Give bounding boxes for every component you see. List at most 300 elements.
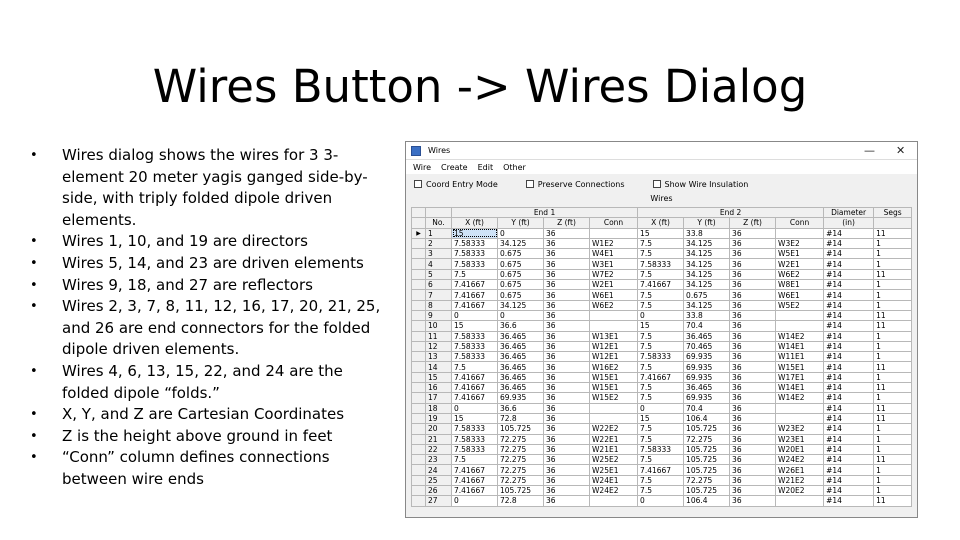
grid-cell[interactable]: 0 [498, 310, 544, 320]
row-number-cell[interactable]: 7 [426, 290, 452, 300]
grid-cell[interactable]: 36 [730, 249, 776, 259]
grid-cell[interactable]: 36 [730, 393, 776, 403]
grid-cell[interactable]: 1 [874, 290, 912, 300]
row-selector[interactable] [412, 331, 426, 341]
row-number-cell[interactable]: 27 [426, 496, 452, 506]
grid-cell[interactable]: 1 [874, 259, 912, 269]
grid-cell[interactable]: 1 [874, 352, 912, 362]
row-selector[interactable] [412, 300, 426, 310]
table-row[interactable] [412, 362, 912, 372]
grid-cell[interactable]: 36 [544, 331, 590, 341]
grid-cell[interactable]: 7.41667 [452, 475, 498, 485]
grid-cell[interactable]: 11 [874, 321, 912, 331]
grid-cell[interactable]: 36 [730, 290, 776, 300]
grid-cell[interactable]: 34.125 [684, 300, 730, 310]
table-row[interactable] [412, 475, 912, 485]
grid-cell[interactable] [776, 403, 824, 413]
grid-cell[interactable]: 7.41667 [452, 300, 498, 310]
grid-cell[interactable]: 7.58333 [452, 341, 498, 351]
grid-cell[interactable]: 7.5 [638, 455, 684, 465]
grid-cell[interactable]: 105.725 [684, 465, 730, 475]
grid-cell[interactable]: 34.125 [498, 300, 544, 310]
grid-cell[interactable] [776, 496, 824, 506]
grid-cell[interactable]: 7.58333 [452, 352, 498, 362]
table-row[interactable] [412, 455, 912, 465]
grid-cell[interactable]: 34.125 [684, 259, 730, 269]
grid-cell[interactable]: #14 [824, 383, 874, 393]
grid-cell[interactable]: W1E2 [590, 238, 638, 248]
row-selector[interactable] [412, 249, 426, 259]
grid-cell[interactable]: W11E1 [776, 352, 824, 362]
table-row[interactable] [412, 413, 912, 423]
grid-cell[interactable]: #14 [824, 496, 874, 506]
grid-cell[interactable]: 69.935 [684, 372, 730, 382]
grid-cell[interactable]: W15E1 [776, 362, 824, 372]
grid-cell[interactable]: 36 [544, 362, 590, 372]
row-number-cell[interactable]: 2 [426, 238, 452, 248]
grid-cell[interactable]: 7.5 [638, 331, 684, 341]
row-number-cell[interactable]: 13 [426, 352, 452, 362]
table-row[interactable] [412, 496, 912, 506]
grid-cell[interactable]: 15 [638, 321, 684, 331]
menu-create[interactable]: Create [441, 162, 468, 172]
grid-cell[interactable]: W3E2 [776, 238, 824, 248]
grid-cell[interactable]: 1 [874, 424, 912, 434]
grid-cell[interactable]: 36 [730, 372, 776, 382]
grid-cell[interactable]: W2E1 [590, 280, 638, 290]
grid-cell[interactable]: 7.41667 [638, 465, 684, 475]
grid-cell[interactable]: W25E1 [590, 465, 638, 475]
grid-cell[interactable]: 7.5 [638, 238, 684, 248]
grid-cell[interactable]: #14 [824, 290, 874, 300]
grid-cell[interactable]: W14E1 [776, 383, 824, 393]
grid-cell[interactable] [776, 413, 824, 423]
grid-cell[interactable]: 0 [452, 496, 498, 506]
grid-cell[interactable]: #14 [824, 269, 874, 279]
grid-cell[interactable]: 36.465 [498, 331, 544, 341]
grid-cell[interactable]: 36 [544, 341, 590, 351]
grid-cell[interactable]: 7.58333 [452, 259, 498, 269]
grid-cell[interactable]: 7.5 [638, 341, 684, 351]
grid-cell[interactable]: #14 [824, 300, 874, 310]
row-number-cell[interactable]: 24 [426, 465, 452, 475]
row-number-cell[interactable]: 25 [426, 475, 452, 485]
grid-cell[interactable]: #14 [824, 372, 874, 382]
grid-cell[interactable]: 36 [544, 372, 590, 382]
grid-cell[interactable]: W4E1 [590, 249, 638, 259]
row-number-cell[interactable]: 4 [426, 259, 452, 269]
grid-cell[interactable]: 0 [498, 228, 544, 238]
grid-cell[interactable]: 34.125 [684, 269, 730, 279]
grid-cell[interactable]: 7.58333 [452, 434, 498, 444]
grid-cell[interactable]: #14 [824, 362, 874, 372]
grid-cell[interactable]: 0.675 [684, 290, 730, 300]
grid-cell[interactable]: 69.935 [498, 393, 544, 403]
grid-cell[interactable]: 7.58333 [452, 331, 498, 341]
grid-cell[interactable]: W17E1 [776, 372, 824, 382]
row-number-cell[interactable]: 5 [426, 269, 452, 279]
grid-cell[interactable]: W6E2 [590, 300, 638, 310]
grid-cell[interactable]: 72.8 [498, 496, 544, 506]
grid-cell[interactable]: 36 [544, 383, 590, 393]
grid-cell[interactable]: 7.5 [638, 424, 684, 434]
grid-cell[interactable]: #14 [824, 444, 874, 454]
grid-cell[interactable]: #14 [824, 403, 874, 413]
grid-cell[interactable]: 34.125 [684, 238, 730, 248]
table-row[interactable] [412, 238, 912, 248]
grid-cell[interactable]: 36 [730, 413, 776, 423]
grid-cell[interactable]: 36 [730, 465, 776, 475]
row-selector[interactable] [412, 310, 426, 320]
grid-cell[interactable]: 36 [730, 424, 776, 434]
grid-cell[interactable]: 36 [544, 228, 590, 238]
grid-cell[interactable]: 36 [544, 393, 590, 403]
grid-cell[interactable]: 36 [544, 434, 590, 444]
table-row[interactable] [412, 486, 912, 496]
row-selector[interactable] [412, 486, 426, 496]
minimize-icon[interactable]: — [864, 144, 875, 157]
grid-cell[interactable]: W6E1 [590, 290, 638, 300]
grid-cell[interactable] [776, 310, 824, 320]
row-number-cell[interactable]: 8 [426, 300, 452, 310]
grid-cell[interactable]: 36 [544, 259, 590, 269]
grid-cell[interactable]: W15E1 [590, 372, 638, 382]
table-row[interactable] [412, 393, 912, 403]
grid-cell[interactable]: 72.275 [498, 465, 544, 475]
grid-cell[interactable]: 36 [544, 413, 590, 423]
grid-cell[interactable]: W24E1 [590, 475, 638, 485]
grid-cell[interactable]: W26E1 [776, 465, 824, 475]
grid-cell[interactable]: 36 [730, 238, 776, 248]
grid-cell[interactable]: 1 [874, 249, 912, 259]
grid-cell[interactable]: 36 [730, 475, 776, 485]
grid-cell[interactable]: 36 [730, 352, 776, 362]
grid-cell[interactable]: 1 [874, 475, 912, 485]
grid-cell[interactable]: 70.4 [684, 321, 730, 331]
grid-cell[interactable]: 7.58333 [452, 249, 498, 259]
grid-cell[interactable]: 36 [730, 269, 776, 279]
grid-cell[interactable]: 36 [544, 310, 590, 320]
grid-cell[interactable]: W22E2 [590, 424, 638, 434]
row-selector[interactable] [412, 383, 426, 393]
row-selector[interactable] [412, 362, 426, 372]
menu-other[interactable]: Other [503, 162, 526, 172]
grid-cell[interactable]: 11 [874, 413, 912, 423]
grid-cell[interactable]: W13E1 [590, 331, 638, 341]
menu-edit[interactable]: Edit [477, 162, 494, 172]
coord-entry-mode-option[interactable]: Coord Entry Mode [414, 180, 498, 189]
grid-cell[interactable]: 36 [544, 486, 590, 496]
table-row[interactable] [412, 434, 912, 444]
grid-cell[interactable]: 7.58333 [638, 352, 684, 362]
row-number-cell[interactable]: 9 [426, 310, 452, 320]
row-number-cell[interactable]: 23 [426, 455, 452, 465]
row-number-cell[interactable]: 12 [426, 341, 452, 351]
checkbox[interactable] [653, 180, 661, 188]
row-number-cell[interactable]: 18 [426, 403, 452, 413]
grid-cell[interactable] [776, 321, 824, 331]
grid-cell[interactable]: 105.725 [498, 424, 544, 434]
row-number-cell[interactable]: 10 [426, 321, 452, 331]
grid-cell[interactable]: 7.41667 [452, 280, 498, 290]
grid-cell[interactable]: 7.58333 [452, 444, 498, 454]
grid-cell[interactable]: 7.5 [452, 362, 498, 372]
grid-cell[interactable]: #14 [824, 352, 874, 362]
grid-cell[interactable]: 105.725 [684, 424, 730, 434]
grid-cell[interactable]: 7.41667 [452, 290, 498, 300]
row-number-cell[interactable]: 14 [426, 362, 452, 372]
grid-cell[interactable]: W20E1 [776, 444, 824, 454]
table-row[interactable] [412, 269, 912, 279]
grid-cell[interactable]: 36 [730, 403, 776, 413]
grid-cell[interactable]: 7.5 [638, 362, 684, 372]
grid-cell[interactable]: 11 [874, 362, 912, 372]
grid-cell[interactable]: 7.41667 [452, 383, 498, 393]
grid-cell[interactable]: W6E1 [776, 290, 824, 300]
grid-cell[interactable]: W21E1 [590, 444, 638, 454]
row-selector[interactable] [412, 393, 426, 403]
table-row[interactable] [412, 280, 912, 290]
grid-cell[interactable]: 36.465 [684, 331, 730, 341]
grid-cell[interactable]: 7.41667 [452, 486, 498, 496]
grid-cell[interactable]: 70.4 [684, 403, 730, 413]
grid-cell[interactable]: W14E2 [776, 393, 824, 403]
show-wire-insulation-option[interactable]: Show Wire Insulation [653, 180, 749, 189]
dialog-titlebar[interactable] [406, 142, 917, 160]
table-row[interactable] [412, 403, 912, 413]
grid-cell[interactable]: 36 [544, 475, 590, 485]
grid-cell[interactable]: #14 [824, 280, 874, 290]
grid-cell[interactable]: 36.465 [498, 383, 544, 393]
grid-cell[interactable]: #14 [824, 321, 874, 331]
grid-cell[interactable]: 7.58333 [452, 238, 498, 248]
grid-cell[interactable]: 7.41667 [452, 372, 498, 382]
grid-cell[interactable]: 1 [874, 372, 912, 382]
grid-cell[interactable] [590, 403, 638, 413]
grid-cell[interactable]: 36 [730, 228, 776, 238]
row-selector[interactable] [412, 321, 426, 331]
grid-cell[interactable]: W24E2 [590, 486, 638, 496]
grid-cell[interactable]: W21E2 [776, 475, 824, 485]
grid-cell[interactable]: 36 [544, 238, 590, 248]
grid-cell[interactable]: 72.8 [498, 413, 544, 423]
grid-cell[interactable]: 15 [452, 413, 498, 423]
grid-cell[interactable]: 36 [544, 290, 590, 300]
row-selector[interactable] [412, 290, 426, 300]
grid-cell[interactable]: 36 [730, 496, 776, 506]
grid-cell[interactable]: 11 [874, 455, 912, 465]
row-selector[interactable] [412, 403, 426, 413]
table-row[interactable] [412, 383, 912, 393]
row-number-cell[interactable]: 26 [426, 486, 452, 496]
grid-cell[interactable]: 36 [544, 496, 590, 506]
grid-cell[interactable]: 36 [730, 341, 776, 351]
grid-cell[interactable]: 7.58333 [452, 424, 498, 434]
grid-cell[interactable]: 7.58333 [638, 444, 684, 454]
grid-cell[interactable]: 1 [874, 280, 912, 290]
grid-cell[interactable]: 1 [874, 300, 912, 310]
row-number-cell[interactable]: 1 [426, 228, 452, 238]
grid-cell[interactable]: #14 [824, 434, 874, 444]
grid-cell[interactable]: 36 [544, 352, 590, 362]
table-row[interactable] [412, 228, 912, 238]
grid-cell[interactable]: 11 [874, 310, 912, 320]
grid-cell[interactable]: 11 [874, 269, 912, 279]
row-selector[interactable] [412, 455, 426, 465]
grid-cell[interactable]: 1 [874, 434, 912, 444]
grid-cell[interactable]: 36.6 [498, 403, 544, 413]
grid-cell[interactable]: 72.275 [684, 475, 730, 485]
grid-cell[interactable]: 36 [730, 362, 776, 372]
grid-cell[interactable]: 36 [730, 331, 776, 341]
grid-cell[interactable]: 36 [730, 321, 776, 331]
row-number-cell[interactable]: 3 [426, 249, 452, 259]
grid-cell[interactable]: #14 [824, 424, 874, 434]
grid-cell[interactable]: W23E1 [776, 434, 824, 444]
grid-cell[interactable]: 36 [730, 310, 776, 320]
grid-cell[interactable]: 7.5 [638, 300, 684, 310]
grid-cell[interactable]: 36 [544, 403, 590, 413]
grid-cell[interactable]: #14 [824, 259, 874, 269]
grid-cell[interactable]: 7.41667 [638, 280, 684, 290]
grid-cell[interactable]: 15 [452, 321, 498, 331]
table-row[interactable] [412, 331, 912, 341]
grid-cell[interactable]: W5E2 [776, 300, 824, 310]
grid-cell[interactable]: 1 [874, 238, 912, 248]
row-selector[interactable] [412, 280, 426, 290]
grid-cell[interactable]: 36 [730, 434, 776, 444]
row-number-cell[interactable]: 6 [426, 280, 452, 290]
grid-cell[interactable]: 11 [874, 496, 912, 506]
checkbox[interactable] [414, 180, 422, 188]
grid-cell[interactable]: 36 [730, 280, 776, 290]
grid-cell[interactable]: #14 [824, 413, 874, 423]
grid-cell[interactable]: 0.675 [498, 269, 544, 279]
row-selector[interactable] [412, 259, 426, 269]
grid-cell[interactable] [776, 228, 824, 238]
grid-cell[interactable]: 69.935 [684, 393, 730, 403]
grid-cell[interactable]: 7.5 [638, 383, 684, 393]
grid-cell[interactable]: 1 [874, 444, 912, 454]
grid-cell[interactable]: 33.8 [684, 228, 730, 238]
row-number-cell[interactable]: 11 [426, 331, 452, 341]
grid-cell[interactable]: 1 [874, 331, 912, 341]
grid-cell[interactable]: W20E2 [776, 486, 824, 496]
grid-cell[interactable]: 36 [544, 280, 590, 290]
table-row[interactable] [412, 249, 912, 259]
grid-cell[interactable]: 36 [730, 383, 776, 393]
grid-cell[interactable]: 7.5 [638, 486, 684, 496]
row-selector[interactable] [412, 413, 426, 423]
grid-cell[interactable]: 34.125 [684, 280, 730, 290]
grid-cell[interactable]: 72.275 [684, 434, 730, 444]
grid-cell[interactable]: 0 [638, 496, 684, 506]
grid-cell[interactable]: 105.725 [684, 455, 730, 465]
grid-cell[interactable]: W25E2 [590, 455, 638, 465]
table-row[interactable] [412, 465, 912, 475]
table-row[interactable] [412, 310, 912, 320]
grid-cell[interactable]: 36 [730, 455, 776, 465]
menu-wire[interactable]: Wire [413, 162, 431, 172]
grid-cell[interactable]: 72.275 [498, 475, 544, 485]
grid-cell[interactable]: 7.5 [638, 475, 684, 485]
table-row[interactable] [412, 444, 912, 454]
grid-cell[interactable]: 7.58333 [638, 259, 684, 269]
grid-cell[interactable]: 36.6 [498, 321, 544, 331]
grid-cell[interactable]: W23E2 [776, 424, 824, 434]
grid-cell[interactable]: 36 [730, 259, 776, 269]
grid-cell[interactable]: W16E2 [590, 362, 638, 372]
grid-cell[interactable]: 105.725 [498, 486, 544, 496]
table-row[interactable] [412, 341, 912, 351]
grid-cell[interactable]: #14 [824, 331, 874, 341]
grid-cell[interactable]: 33.8 [684, 310, 730, 320]
grid-cell[interactable]: 11 [874, 228, 912, 238]
preserve-connections-option[interactable]: Preserve Connections [526, 180, 625, 189]
grid-cell[interactable]: 0.675 [498, 290, 544, 300]
grid-cell[interactable]: 36 [544, 465, 590, 475]
grid-cell[interactable]: 0 [638, 310, 684, 320]
grid-cell[interactable]: #14 [824, 465, 874, 475]
row-number-cell[interactable]: 17 [426, 393, 452, 403]
grid-cell[interactable]: 69.935 [684, 352, 730, 362]
table-row[interactable] [412, 424, 912, 434]
grid-cell[interactable]: 72.275 [498, 434, 544, 444]
grid-cell[interactable]: 36 [544, 269, 590, 279]
grid-cell[interactable]: 11 [874, 383, 912, 393]
grid-cell[interactable]: 36.465 [498, 352, 544, 362]
grid-cell[interactable]: 1 [874, 486, 912, 496]
grid-cell[interactable]: 15 [452, 228, 498, 238]
row-selector[interactable] [412, 444, 426, 454]
grid-cell[interactable]: W15E2 [590, 393, 638, 403]
grid-cell[interactable]: 36 [730, 444, 776, 454]
grid-cell[interactable]: 106.4 [684, 496, 730, 506]
grid-cell[interactable]: #14 [824, 238, 874, 248]
grid-cell[interactable]: W6E2 [776, 269, 824, 279]
row-selector[interactable] [412, 238, 426, 248]
row-selector[interactable] [412, 341, 426, 351]
grid-cell[interactable]: W5E1 [776, 249, 824, 259]
grid-cell[interactable]: #14 [824, 486, 874, 496]
grid-cell[interactable]: 7.5 [638, 290, 684, 300]
row-number-cell[interactable]: 16 [426, 383, 452, 393]
table-row[interactable] [412, 372, 912, 382]
grid-cell[interactable]: 72.275 [498, 455, 544, 465]
grid-cell[interactable]: 0 [452, 403, 498, 413]
grid-cell[interactable]: 7.5 [452, 455, 498, 465]
grid-cell[interactable]: #14 [824, 310, 874, 320]
grid-cell[interactable]: 1 [874, 341, 912, 351]
grid-cell[interactable]: 36.465 [684, 383, 730, 393]
table-row[interactable] [412, 259, 912, 269]
grid-cell[interactable]: 36 [544, 249, 590, 259]
row-selector[interactable] [412, 424, 426, 434]
row-selector[interactable] [412, 352, 426, 362]
row-selector[interactable] [412, 496, 426, 506]
grid-cell[interactable]: 69.935 [684, 362, 730, 372]
row-selector[interactable] [412, 372, 426, 382]
grid-cell[interactable]: 1 [874, 465, 912, 475]
row-number-cell[interactable]: 20 [426, 424, 452, 434]
grid-cell[interactable]: 7.5 [638, 434, 684, 444]
grid-cell[interactable]: 11 [874, 403, 912, 413]
grid-cell[interactable] [590, 310, 638, 320]
row-selector[interactable] [412, 434, 426, 444]
row-selector[interactable] [412, 465, 426, 475]
grid-cell[interactable]: 36.465 [498, 362, 544, 372]
grid-cell[interactable]: W7E2 [590, 269, 638, 279]
